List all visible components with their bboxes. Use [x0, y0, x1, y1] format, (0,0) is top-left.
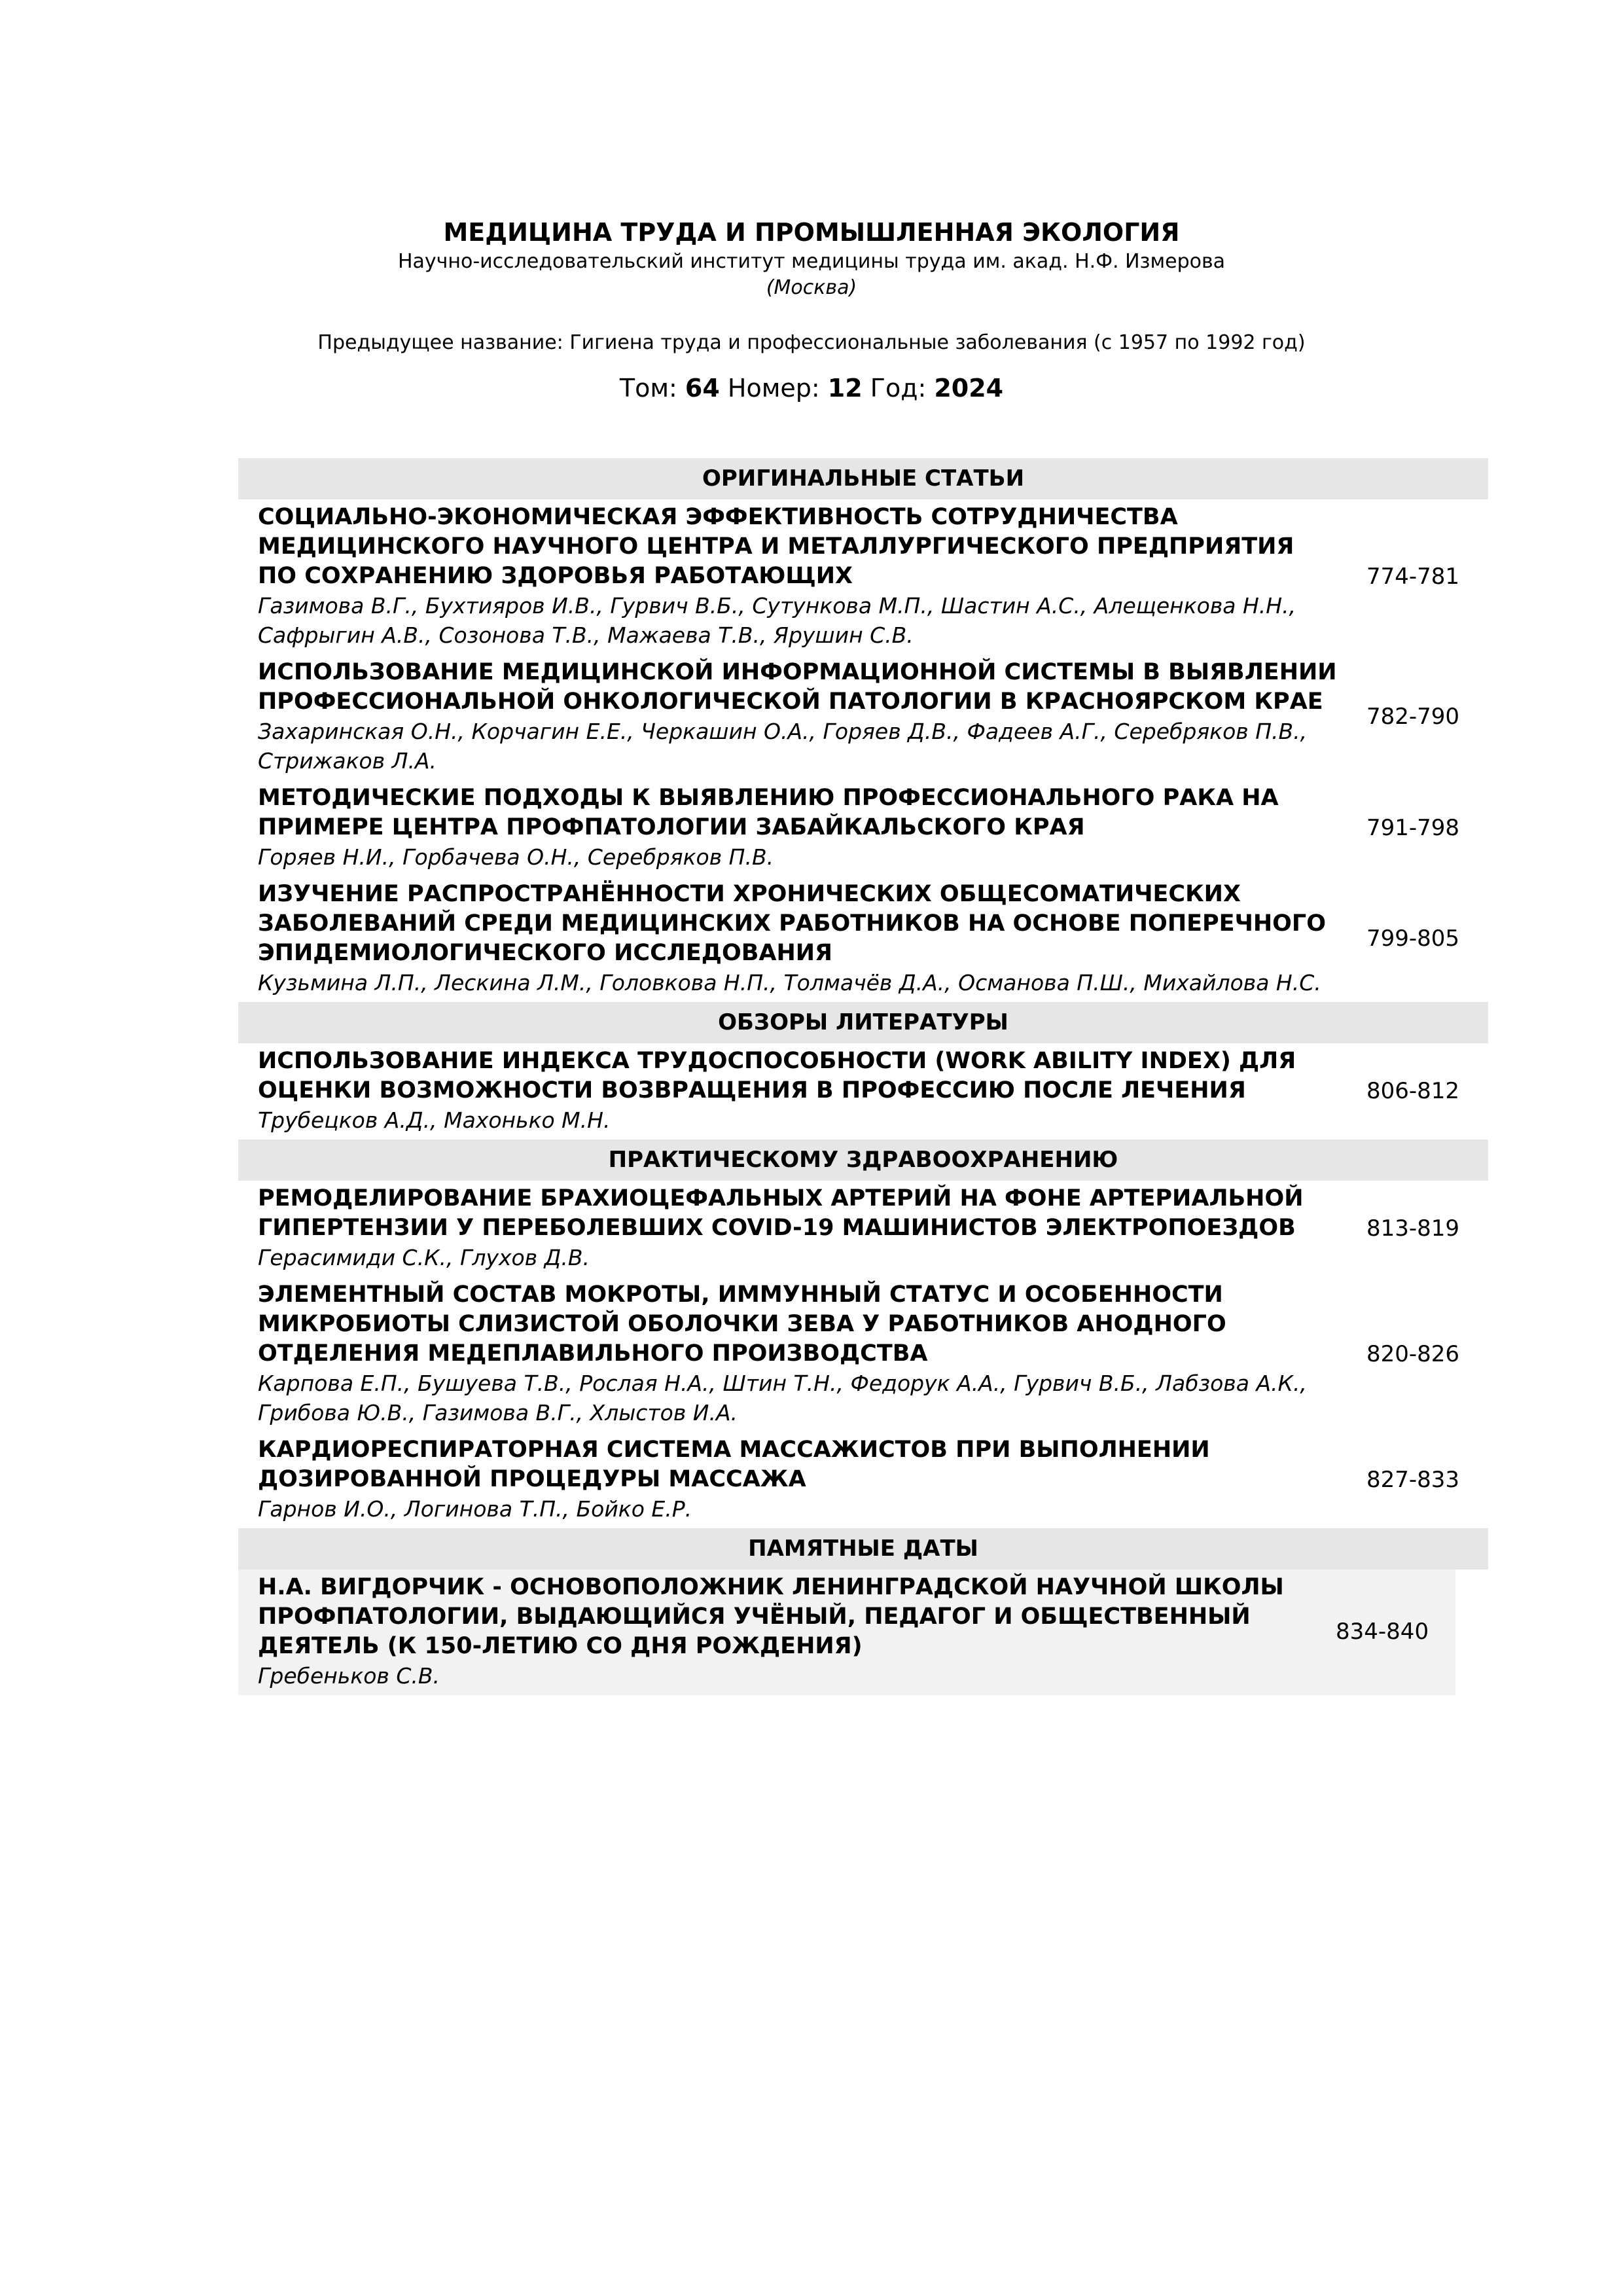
article-title-link[interactable]: ИСПОЛЬЗОВАНИЕ ИНДЕКСА ТРУДОСПОСОБНОСТИ (WORK ABILITY INDEX) ДЛЯ ОЦЕНКИ ВОЗМОЖНОСТИ ВОЗВРАЩЕНИЯ В ПРОФЕССИЮ ПОСЛЕ ЛЕЧЕНИЯ: [258, 1048, 1296, 1103]
institute-name: Научно-исследовательский институт медицины труда им. акад. Н.Ф. Измерова: [397, 250, 1226, 273]
section-heading: ПРАКТИЧЕСКОМУ ЗДРАВООХРАНЕНИЮ: [238, 1139, 1488, 1181]
volume-value: 64: [685, 374, 720, 403]
article-pages: 806-812: [1366, 1077, 1460, 1104]
article-title-link[interactable]: СОЦИАЛЬНО-ЭКОНОМИЧЕСКАЯ ЭФФЕКТИВНОСТЬ СОТРУДНИЧЕСТВА МЕДИЦИНСКОГО НАУЧНОГО ЦЕНТРА И МЕТАЛЛУРГИЧЕСКОГО ПРЕДПРИЯТИЯ ПО СОХРАНЕНИЮ ЗДОРОВЬЯ РАБОТАЮЩИХ: [258, 504, 1294, 589]
article-pages: 827-833: [1366, 1466, 1460, 1493]
article-pages: 834-840: [1336, 1619, 1429, 1645]
article-authors: Горяев Н.И., Горбачева О.Н., Серебряков П.В.: [258, 844, 774, 870]
article-entry: [238, 1181, 1488, 1277]
article-title-link[interactable]: МЕТОДИЧЕСКИЕ ПОДХОДЫ К ВЫЯВЛЕНИЮ ПРОФЕССИОНАЛЬНОГО РАКА НА ПРИМЕРЕ ЦЕНТРА ПРОФПАТОЛОГИИ ЗАБАЙКАЛЬСКОГО КРАЯ: [258, 785, 1279, 840]
number-label: Номер:: [727, 374, 820, 403]
article-authors: Кузьмина Л.П., Лескина Л.М., Головкова Н.П., Толмачёв Д.А., Османова П.Ш., Михайлова Н.С.: [258, 970, 1321, 996]
article-title-link[interactable]: КАРДИОРЕСПИРАТОРНАЯ СИСТЕМА МАССАЖИСТОВ ПРИ ВЫПОЛНЕНИИ ДОЗИРОВАННОЙ ПРОЦЕДУРЫ МАССАЖА: [258, 1437, 1210, 1492]
article-entry: [238, 1570, 1455, 1695]
article-entry: [238, 876, 1488, 1002]
year-label: Год:: [870, 374, 927, 403]
number-value: 12: [827, 374, 863, 403]
article-entry: [238, 780, 1488, 876]
article-title-link[interactable]: ЭЛЕМЕНТНЫЙ СОСТАВ МОКРОТЫ, ИММУННЫЙ СТАТУС И ОСОБЕННОСТИ МИКРОБИОТЫ СЛИЗИСТОЙ ОБОЛОЧКИ ЗЕВА У РАБОТНИКОВ АНОДНОГО ОТДЕЛЕНИЯ МЕДЕПЛАВИЛЬНОГО ПРОИЗВОДСТВА: [258, 1282, 1226, 1367]
journal-title: МЕДИЦИНА ТРУДА И ПРОМЫШЛЕННАЯ ЭКОЛОГИЯ: [443, 218, 1180, 247]
article-authors: Карпова Е.П., Бушуева Т.В., Рослая Н.А., Штин Т.Н., Федорук А.А., Гурвич В.Б., Лабзова А.К., Грибова Ю.В., Газимова В.Г., Хлыстов И.А.: [258, 1371, 1307, 1426]
previous-name: Предыдущее название: Гигиена труда и профессиональные заболевания (с 1957 по 1992 год): [317, 331, 1306, 354]
article-authors: Газимова В.Г., Бухтияров И.В., Гурвич В.Б., Сутункова М.П., Шастин А.С., Алещенкова Н.Н., Сафрыгин А.В., Созонова Т.В., Мажаева Т.В., Ярушин С.В.: [258, 593, 1296, 648]
year-value: 2024: [934, 374, 1004, 403]
article-authors: Захаринская О.Н., Корчагин Е.Е., Черкашин О.А., Горяев Д.В., Фадеев А.Г., Серебряков П.В., Стрижаков Л.А.: [258, 719, 1308, 774]
journal-header: [0, 216, 1623, 404]
section-heading: ПАМЯТНЫЕ ДАТЫ: [238, 1528, 1488, 1570]
city: (Москва): [766, 276, 857, 299]
article-entry: [238, 499, 1488, 655]
article-pages: 791-798: [1366, 814, 1460, 841]
article-title-link[interactable]: Н.А. ВИГДОРЧИК - ОСНОВОПОЛОЖНИК ЛЕНИНГРАДСКОЙ НАУЧНОЙ ШКОЛЫ ПРОФПАТОЛОГИИ, ВЫДАЮЩИЙСЯ УЧЁНЫЙ, ПЕДАГОГ И ОБЩЕСТВЕННЫЙ ДЕЯТЕЛЬ (К 150-ЛЕТИЮ СО ДНЯ РОЖДЕНИЯ): [258, 1574, 1284, 1659]
article-pages: 820-826: [1366, 1340, 1460, 1367]
article-title-link[interactable]: ИСПОЛЬЗОВАНИЕ МЕДИЦИНСКОЙ ИНФОРМАЦИОННОЙ СИСТЕМЫ В ВЫЯВЛЕНИИ ПРОФЕССИОНАЛЬНОЙ ОНКОЛОГИЧЕСКОЙ ПАТОЛОГИИ В КРАСНОЯРСКОМ КРАЕ: [258, 659, 1337, 715]
article-pages: 774-781: [1366, 563, 1460, 590]
article-pages: 782-790: [1366, 704, 1460, 730]
article-pages: 799-805: [1366, 925, 1460, 952]
table-of-contents: [238, 458, 1488, 1695]
article-entry: [238, 655, 1488, 780]
issue-info: [0, 372, 1623, 404]
section-heading: ОБЗОРЫ ЛИТЕРАТУРЫ: [238, 1002, 1488, 1043]
article-entry: [238, 1432, 1488, 1528]
article-authors: Гарнов И.О., Логинова Т.П., Бойко Е.Р.: [258, 1496, 692, 1522]
article-entry: [238, 1277, 1488, 1432]
article-pages: 813-819: [1366, 1215, 1460, 1242]
article-title-link[interactable]: ИЗУЧЕНИЕ РАСПРОСТРАНЁННОСТИ ХРОНИЧЕСКИХ ОБЩЕСОМАТИЧЕСКИХ ЗАБОЛЕВАНИЙ СРЕДИ МЕДИЦИНСКИХ РАБОТНИКОВ НА ОСНОВЕ ПОПЕРЕЧНОГО ЭПИДЕМИОЛОГИЧЕСКОГО ИССЛЕДОВАНИЯ: [258, 881, 1326, 966]
article-authors: Герасимиди С.К., Глухов Д.В.: [258, 1245, 590, 1270]
article-authors: Трубецков А.Д., Махонько М.Н.: [258, 1107, 611, 1133]
article-authors: Гребеньков С.В.: [258, 1663, 440, 1689]
volume-label: Том:: [619, 374, 677, 403]
article-entry: [238, 1043, 1488, 1139]
section-heading: ОРИГИНАЛЬНЫЕ СТАТЬИ: [238, 458, 1488, 499]
article-title-link[interactable]: РЕМОДЕЛИРОВАНИЕ БРАХИОЦЕФАЛЬНЫХ АРТЕРИЙ НА ФОНЕ АРТЕРИАЛЬНОЙ ГИПЕРТЕНЗИИ У ПЕРЕБОЛЕВШИХ COVID-19 МАШИНИСТОВ ЭЛЕКТРОПОЕЗДОВ: [258, 1185, 1304, 1241]
